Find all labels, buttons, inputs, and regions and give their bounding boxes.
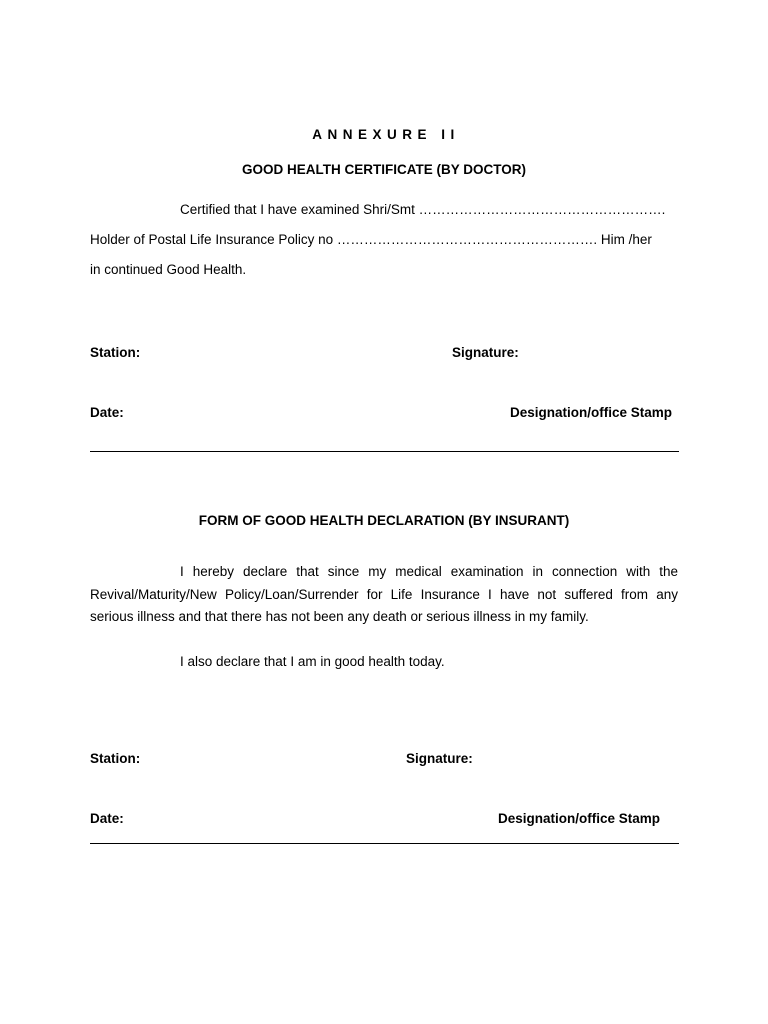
annexure-heading: ANNEXURE II xyxy=(312,127,460,142)
section-divider xyxy=(90,451,679,452)
declaration-signature-label: Signature: xyxy=(406,751,473,766)
certificate-line-1: Certified that I have examined Shri/Smt ………………………………………………. xyxy=(180,202,666,217)
bottom-divider xyxy=(90,843,679,844)
declaration-station-label: Station: xyxy=(90,751,141,766)
declaration-date-label: Date: xyxy=(90,811,124,826)
declaration-paragraph-1 xyxy=(90,561,678,629)
declaration-paragraph-2: I also declare that I am in good health today. xyxy=(180,654,445,669)
declaration-paragraph-1-text: I hereby declare that since my medical examination in connection with the Revival/Maturity/New Policy/Loan/Surrender for Life Insurance I have not suffered from any serious illness and that there has not been any death or serious illness in my family. xyxy=(90,564,678,624)
certificate-date-label: Date: xyxy=(90,405,124,420)
declaration-stamp-label: Designation/office Stamp xyxy=(498,811,661,826)
certificate-line-3: in continued Good Health. xyxy=(90,262,247,277)
declaration-title: FORM OF GOOD HEALTH DECLARATION (BY INSURANT) xyxy=(198,513,570,528)
certificate-stamp-label: Designation/office Stamp xyxy=(510,405,673,420)
certificate-line-2: Holder of Postal Life Insurance Policy no …………………………………………………. Him /her xyxy=(90,232,652,247)
certificate-station-label: Station: xyxy=(90,345,141,360)
certificate-signature-label: Signature: xyxy=(452,345,519,360)
certificate-title: GOOD HEALTH CERTIFICATE (BY DOCTOR) xyxy=(242,162,526,177)
